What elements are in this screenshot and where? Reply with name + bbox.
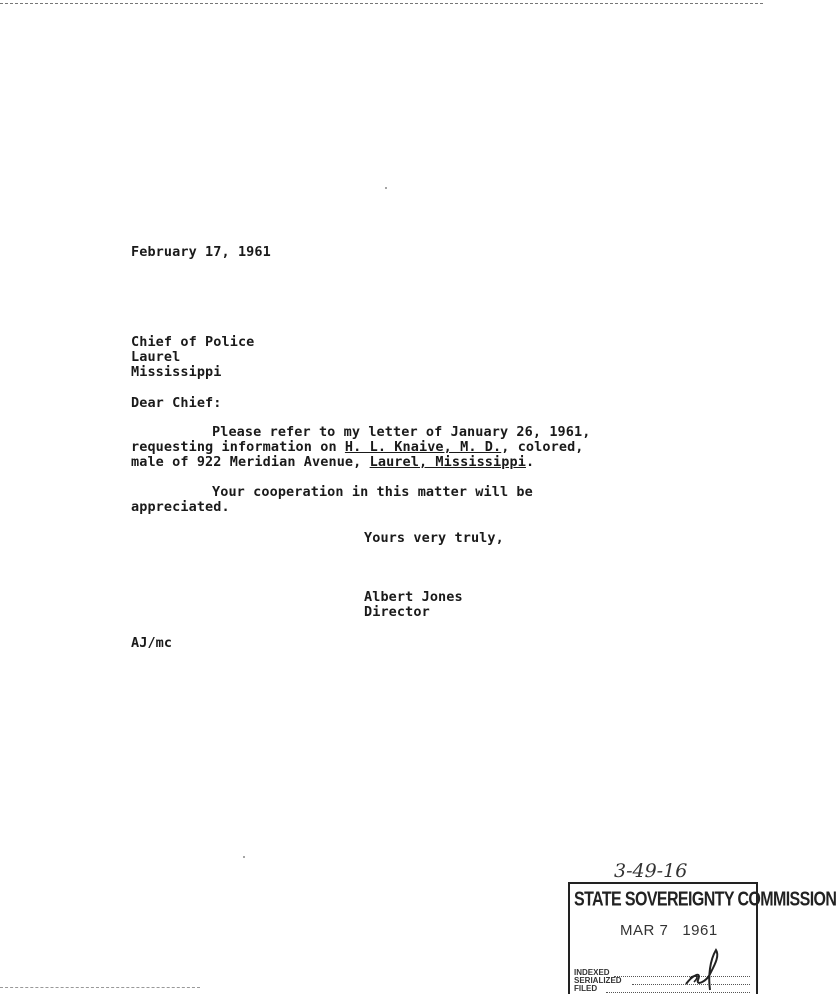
paragraph-1-line-1: Please refer to my letter of January 26, 1961, (212, 424, 591, 440)
signer-title: Director (364, 604, 430, 620)
received-stamp (566, 860, 836, 993)
stamp-box (568, 882, 836, 994)
paragraph-1-line-3: male of 922 Meridian Avenue, Laurel, Mississippi. (131, 454, 535, 470)
signer-name: Albert Jones (364, 589, 463, 605)
stamp-row-filed: FILED (574, 984, 598, 993)
stamp-row-serialized: SERIALIZED (574, 976, 622, 985)
stamp-row-indexed: INDEXED (574, 968, 610, 977)
letter-date: February 17, 1961 (131, 244, 271, 260)
scan-speck (385, 187, 387, 189)
handwritten-initials (680, 946, 724, 992)
recipient-line-1: Chief of Police (131, 334, 255, 350)
paragraph-2-line-1: Your cooperation in this matter will be (212, 484, 533, 500)
scan-speck (243, 856, 245, 858)
handwritten-file-number: 3-49-16 (614, 860, 688, 882)
subject-address: Laurel, Mississippi (369, 454, 526, 470)
subject-name: H. L. Knaive, M. D. (344, 439, 502, 455)
paragraph-1-line-2: requesting information on H. L. Knaive, M. D., colored, (131, 439, 584, 455)
top-edge-line (0, 3, 763, 4)
stamp-date: MAR 7 1961 (620, 922, 718, 939)
closing: Yours very truly, (364, 530, 504, 546)
bottom-edge-line (0, 987, 200, 988)
recipient-line-2: Laurel (131, 349, 181, 365)
recipient-line-3: Mississippi (131, 364, 222, 380)
stamp-dotted-line (606, 992, 750, 993)
salutation: Dear Chief: (131, 395, 222, 411)
typist-initials: AJ/mc (131, 635, 173, 651)
stamp-title: STATE SOVEREIGNTY COMMISSION (574, 889, 836, 911)
paragraph-2-line-2: appreciated. (131, 499, 230, 515)
